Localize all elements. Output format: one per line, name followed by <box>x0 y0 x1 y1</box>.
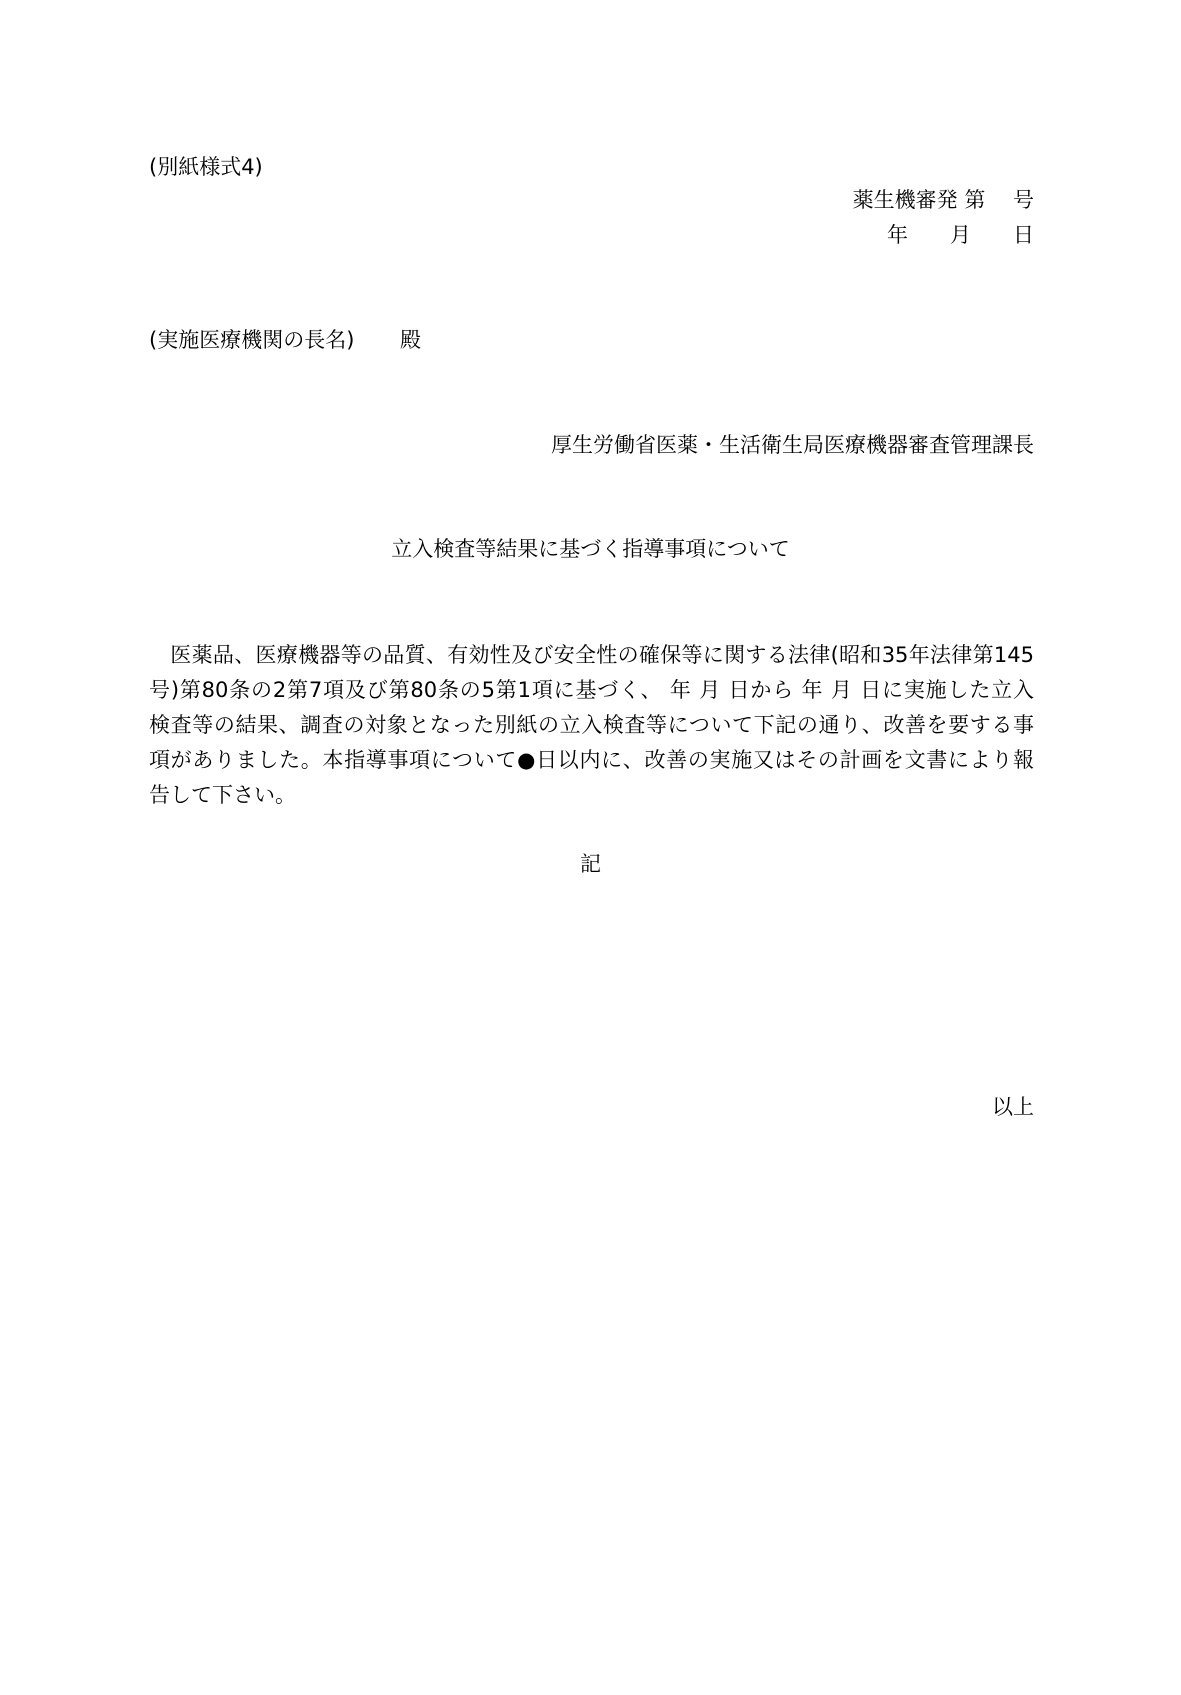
body-line: 検査等の結果、調査の対象となった別紙の立入検査等について下記の通り、改善を要する事 <box>149 713 1034 737</box>
recipient: (実施医療機関の長名) <box>149 328 355 352</box>
body-line: 告して下さい。 <box>149 783 296 807</box>
body-line: 号)第80条の2第7項及び第80条の5第1項に基づく、 年 月 日から 年 月 日に実施した立入 <box>149 678 1034 702</box>
body-line: 項がありました。本指導事項について●日以内に、改善の実施又はその計画を文書により報 <box>149 748 1034 772</box>
issue-date: 年 月 日 <box>887 223 1034 247</box>
closing-ijo: 以上 <box>992 1095 1034 1119</box>
sender: 厚生労働省医薬・生活衛生局医療機器審査管理課長 <box>551 433 1034 457</box>
body-paragraph <box>149 643 1034 818</box>
document-title: 立入検査等結果に基づく指導事項について <box>391 537 790 561</box>
form-label: (別紙様式4) <box>149 155 263 179</box>
body-line: 医薬品、医療機器等の品質、有効性及び安全性の確保等に関する法律(昭和35年法律第145 <box>149 643 1034 667</box>
ki-heading: 記 <box>580 852 601 876</box>
honorific: 殿 <box>400 328 421 352</box>
document-number: 薬生機審発 第 号 <box>852 188 1034 212</box>
